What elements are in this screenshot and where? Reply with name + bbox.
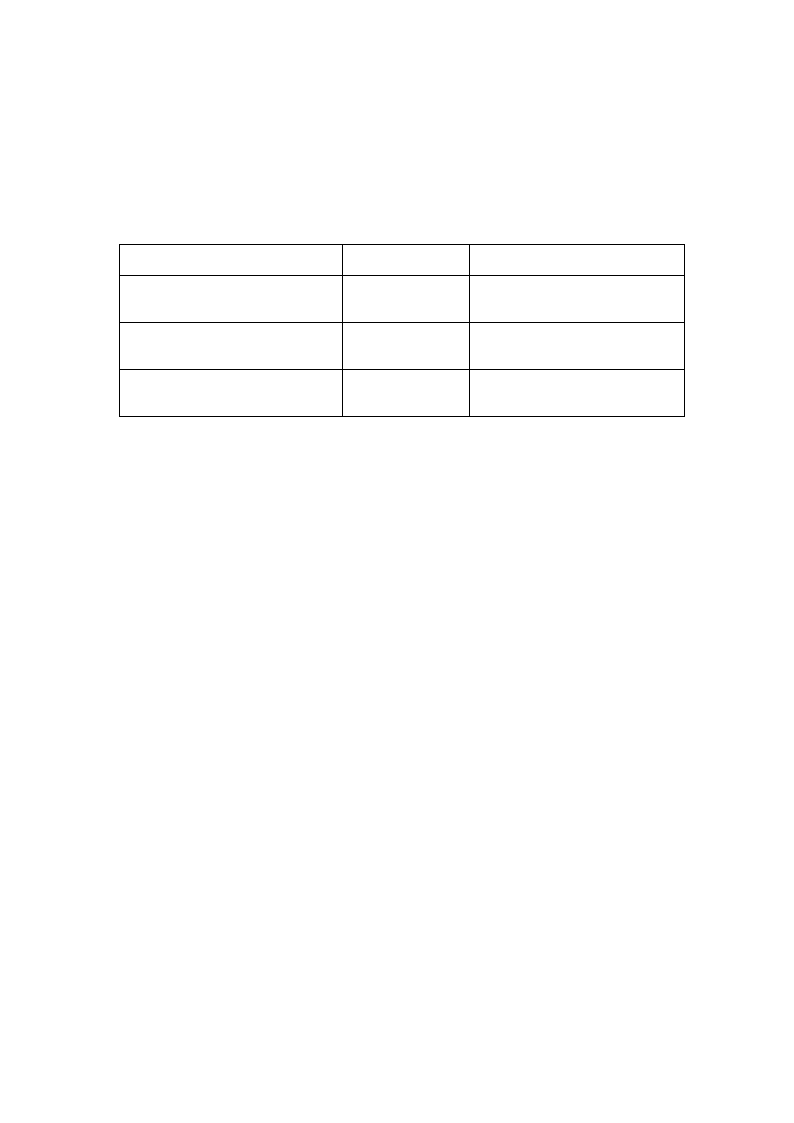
- table-row: [120, 370, 685, 417]
- cell-poem: [120, 370, 343, 417]
- cell-source: [470, 370, 685, 417]
- table-intro: [119, 221, 685, 242]
- cell-note: [342, 276, 469, 323]
- header-note: [342, 245, 469, 276]
- document-page: [119, 95, 685, 456]
- cell-note: [342, 323, 469, 370]
- cell-note: [342, 370, 469, 417]
- table-row: [120, 323, 685, 370]
- fill-item-6: [119, 200, 685, 221]
- moon-poem-table: [119, 244, 685, 417]
- cell-source: [470, 323, 685, 370]
- table-header-row: [120, 245, 685, 276]
- fill-item-2: [119, 116, 685, 137]
- header-source: [470, 245, 685, 276]
- cell-poem: [120, 323, 343, 370]
- cell-source: [470, 276, 685, 323]
- detail-line: [119, 435, 685, 456]
- header-poem: [120, 245, 343, 276]
- table-row: [120, 276, 685, 323]
- cell-poem: [120, 276, 343, 323]
- fill-item-4: [119, 158, 685, 179]
- fill-item-1: [119, 95, 685, 116]
- fill-item-3: [119, 137, 685, 158]
- fill-item-5: [119, 179, 685, 200]
